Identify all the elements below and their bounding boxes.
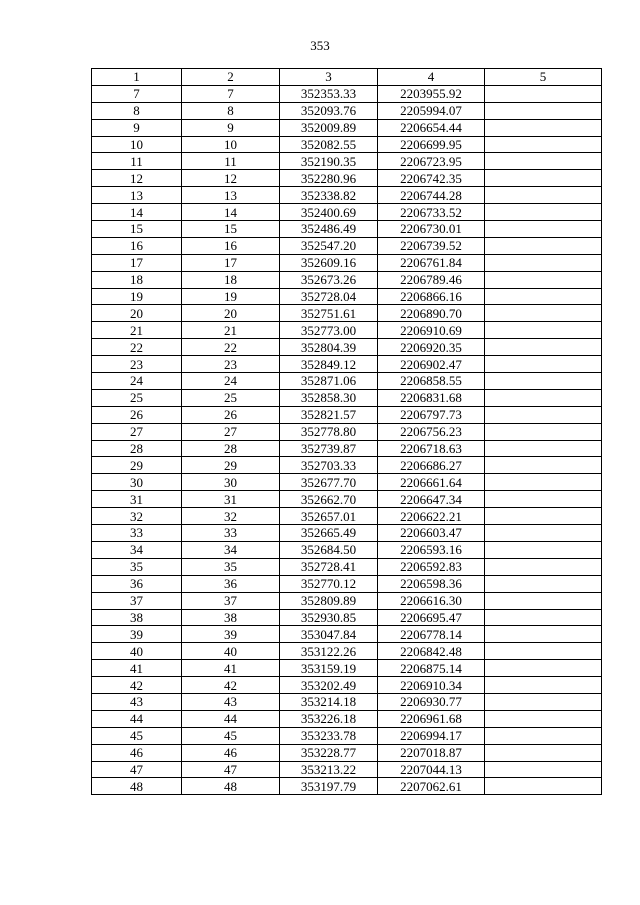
table-cell: 352677.70 xyxy=(280,474,378,491)
table-row xyxy=(92,406,602,423)
table-cell: 38 xyxy=(92,609,182,626)
table-cell: 21 xyxy=(92,322,182,339)
table-cell: 2206930.77 xyxy=(378,693,485,710)
table-cell: 2206875.14 xyxy=(378,660,485,677)
table-cell: 16 xyxy=(92,237,182,254)
table-cell: 352400.69 xyxy=(280,204,378,221)
table-cell: 352665.49 xyxy=(280,525,378,542)
table-cell xyxy=(485,508,602,525)
table-cell xyxy=(485,119,602,136)
table-cell: 40 xyxy=(182,643,280,660)
table-cell: 8 xyxy=(182,102,280,119)
table-cell: 9 xyxy=(92,119,182,136)
table-row xyxy=(92,153,602,170)
table-cell: 352804.39 xyxy=(280,339,378,356)
table-cell: 2203955.92 xyxy=(378,85,485,102)
table-cell: 27 xyxy=(182,423,280,440)
table-cell: 27 xyxy=(92,423,182,440)
table-cell: 46 xyxy=(92,744,182,761)
table-cell xyxy=(485,474,602,491)
table-cell: 41 xyxy=(92,660,182,677)
table-row xyxy=(92,339,602,356)
table-cell: 2206733.52 xyxy=(378,204,485,221)
table-body xyxy=(92,85,602,794)
table-row xyxy=(92,744,602,761)
table-cell: 2206686.27 xyxy=(378,457,485,474)
table-cell: 40 xyxy=(92,643,182,660)
table-row xyxy=(92,643,602,660)
table-cell: 16 xyxy=(182,237,280,254)
table-cell: 43 xyxy=(92,693,182,710)
table-cell xyxy=(485,525,602,542)
table-row xyxy=(92,254,602,271)
table-cell: 2206603.47 xyxy=(378,525,485,542)
table-cell xyxy=(485,592,602,609)
table-cell xyxy=(485,389,602,406)
table-cell: 8 xyxy=(92,102,182,119)
table-row xyxy=(92,322,602,339)
table-cell xyxy=(485,356,602,373)
table-cell xyxy=(485,423,602,440)
table-cell xyxy=(485,710,602,727)
table-cell: 353214.18 xyxy=(280,693,378,710)
table-cell: 47 xyxy=(92,761,182,778)
table-cell: 352009.89 xyxy=(280,119,378,136)
table-cell xyxy=(485,677,602,694)
table-row xyxy=(92,474,602,491)
table-cell: 2206661.64 xyxy=(378,474,485,491)
table-cell: 352728.41 xyxy=(280,558,378,575)
table-cell: 18 xyxy=(182,271,280,288)
table-cell: 20 xyxy=(182,305,280,322)
table-cell: 352751.61 xyxy=(280,305,378,322)
table-cell: 14 xyxy=(92,204,182,221)
table-cell: 352849.12 xyxy=(280,356,378,373)
table-cell xyxy=(485,406,602,423)
table-cell xyxy=(485,153,602,170)
table-cell: 11 xyxy=(182,153,280,170)
table-cell: 352082.55 xyxy=(280,136,378,153)
table-cell xyxy=(485,575,602,592)
table-cell: 28 xyxy=(182,440,280,457)
table-cell: 44 xyxy=(92,710,182,727)
table-cell: 42 xyxy=(182,677,280,694)
table-cell xyxy=(485,339,602,356)
table-row xyxy=(92,558,602,575)
table-cell: 352353.33 xyxy=(280,85,378,102)
table-cell: 2207044.13 xyxy=(378,761,485,778)
table-cell: 14 xyxy=(182,204,280,221)
table-cell: 45 xyxy=(182,727,280,744)
table-cell: 2206890.70 xyxy=(378,305,485,322)
table-cell: 35 xyxy=(92,558,182,575)
table-row xyxy=(92,575,602,592)
table-cell xyxy=(485,643,602,660)
table-cell: 2206598.36 xyxy=(378,575,485,592)
table-row xyxy=(92,136,602,153)
table-cell: 32 xyxy=(182,508,280,525)
table-cell: 352773.00 xyxy=(280,322,378,339)
table-cell: 44 xyxy=(182,710,280,727)
table-cell xyxy=(485,136,602,153)
table-cell: 18 xyxy=(92,271,182,288)
table-row xyxy=(92,119,602,136)
table-cell: 2206622.21 xyxy=(378,508,485,525)
table-row xyxy=(92,271,602,288)
table-cell: 19 xyxy=(182,288,280,305)
table-cell: 352739.87 xyxy=(280,440,378,457)
table-cell: 37 xyxy=(92,592,182,609)
table-cell: 10 xyxy=(92,136,182,153)
table-cell: 2206858.55 xyxy=(378,373,485,390)
table-cell: 26 xyxy=(182,406,280,423)
table-cell xyxy=(485,693,602,710)
table-row xyxy=(92,356,602,373)
table-cell: 2206723.95 xyxy=(378,153,485,170)
table-row xyxy=(92,541,602,558)
column-header: 3 xyxy=(280,69,378,86)
table-row xyxy=(92,170,602,187)
table-cell: 19 xyxy=(92,288,182,305)
table-cell: 47 xyxy=(182,761,280,778)
table-row xyxy=(92,761,602,778)
table-cell: 2206647.34 xyxy=(378,491,485,508)
table-cell: 17 xyxy=(182,254,280,271)
table-cell: 352662.70 xyxy=(280,491,378,508)
table-cell: 2206842.48 xyxy=(378,643,485,660)
table-cell: 2206866.16 xyxy=(378,288,485,305)
table-cell: 7 xyxy=(92,85,182,102)
table-cell: 352930.85 xyxy=(280,609,378,626)
table-row xyxy=(92,710,602,727)
table-cell: 36 xyxy=(92,575,182,592)
table-cell: 2206592.83 xyxy=(378,558,485,575)
table-row xyxy=(92,204,602,221)
column-header: 5 xyxy=(485,69,602,86)
table-cell xyxy=(485,254,602,271)
table-cell xyxy=(485,204,602,221)
table-cell xyxy=(485,271,602,288)
table-cell: 48 xyxy=(92,778,182,795)
table-cell: 29 xyxy=(182,457,280,474)
table-cell: 352547.20 xyxy=(280,237,378,254)
table-cell: 24 xyxy=(182,373,280,390)
table-cell: 38 xyxy=(182,609,280,626)
table-cell: 353197.79 xyxy=(280,778,378,795)
table-row xyxy=(92,508,602,525)
table-cell: 25 xyxy=(182,389,280,406)
table-row xyxy=(92,221,602,238)
table-cell: 352871.06 xyxy=(280,373,378,390)
table-cell: 2206961.68 xyxy=(378,710,485,727)
table-cell: 352684.50 xyxy=(280,541,378,558)
table-row xyxy=(92,525,602,542)
table-cell: 2206910.69 xyxy=(378,322,485,339)
table-cell: 353159.19 xyxy=(280,660,378,677)
table-cell: 48 xyxy=(182,778,280,795)
table-cell: 2206831.68 xyxy=(378,389,485,406)
table-row xyxy=(92,288,602,305)
table-cell: 2206593.16 xyxy=(378,541,485,558)
table-cell xyxy=(485,288,602,305)
table-cell: 35 xyxy=(182,558,280,575)
table-cell: 39 xyxy=(182,626,280,643)
table-cell: 2206994.17 xyxy=(378,727,485,744)
table-cell xyxy=(485,660,602,677)
table-row xyxy=(92,373,602,390)
table-cell: 7 xyxy=(182,85,280,102)
table-cell xyxy=(485,221,602,238)
page-number: 353 xyxy=(310,38,330,53)
table-cell: 9 xyxy=(182,119,280,136)
table-cell: 26 xyxy=(92,406,182,423)
table-cell: 46 xyxy=(182,744,280,761)
table-row xyxy=(92,457,602,474)
table-cell: 352657.01 xyxy=(280,508,378,525)
table-cell: 2206695.47 xyxy=(378,609,485,626)
table-cell: 2206761.84 xyxy=(378,254,485,271)
table-cell: 2206789.46 xyxy=(378,271,485,288)
table-row xyxy=(92,677,602,694)
table-cell: 353122.26 xyxy=(280,643,378,660)
table-row xyxy=(92,609,602,626)
table-row xyxy=(92,102,602,119)
table-cell: 2206616.30 xyxy=(378,592,485,609)
table-cell xyxy=(485,85,602,102)
table-header-row xyxy=(92,69,602,86)
table-cell: 12 xyxy=(182,170,280,187)
table-cell: 22 xyxy=(182,339,280,356)
table-row xyxy=(92,389,602,406)
table-row xyxy=(92,660,602,677)
table-cell: 352778.80 xyxy=(280,423,378,440)
table-cell: 30 xyxy=(92,474,182,491)
table-cell: 352486.49 xyxy=(280,221,378,238)
table-cell xyxy=(485,170,602,187)
table-row xyxy=(92,187,602,204)
table-cell: 10 xyxy=(182,136,280,153)
table-cell: 42 xyxy=(92,677,182,694)
table-cell: 352703.33 xyxy=(280,457,378,474)
table-row xyxy=(92,440,602,457)
table-cell: 36 xyxy=(182,575,280,592)
table-cell: 2206699.95 xyxy=(378,136,485,153)
table-cell xyxy=(485,761,602,778)
table-cell: 31 xyxy=(92,491,182,508)
table-cell xyxy=(485,305,602,322)
table-cell: 31 xyxy=(182,491,280,508)
table-cell: 2206778.14 xyxy=(378,626,485,643)
table-cell xyxy=(485,541,602,558)
table-cell: 353233.78 xyxy=(280,727,378,744)
column-header: 4 xyxy=(378,69,485,86)
table-cell: 352280.96 xyxy=(280,170,378,187)
table-row xyxy=(92,592,602,609)
table-cell: 352728.04 xyxy=(280,288,378,305)
table-row xyxy=(92,778,602,795)
coordinates-table xyxy=(91,68,602,795)
column-header: 2 xyxy=(182,69,280,86)
table-cell: 32 xyxy=(92,508,182,525)
table-cell xyxy=(485,457,602,474)
table-cell xyxy=(485,778,602,795)
table-cell xyxy=(485,727,602,744)
table-cell: 13 xyxy=(182,187,280,204)
table-cell: 13 xyxy=(92,187,182,204)
table-cell: 28 xyxy=(92,440,182,457)
table-cell: 33 xyxy=(92,525,182,542)
table-cell: 15 xyxy=(182,221,280,238)
table-cell: 353047.84 xyxy=(280,626,378,643)
table-cell: 23 xyxy=(92,356,182,373)
table-cell xyxy=(485,237,602,254)
table-cell xyxy=(485,187,602,204)
table-cell: 22 xyxy=(92,339,182,356)
table-row xyxy=(92,423,602,440)
table-cell: 17 xyxy=(92,254,182,271)
table-cell xyxy=(485,609,602,626)
table-cell: 43 xyxy=(182,693,280,710)
table-cell: 2206756.23 xyxy=(378,423,485,440)
table-cell: 352190.35 xyxy=(280,153,378,170)
table-cell: 33 xyxy=(182,525,280,542)
table-cell: 352809.89 xyxy=(280,592,378,609)
table-cell: 352093.76 xyxy=(280,102,378,119)
table-row xyxy=(92,693,602,710)
table-cell: 2206910.34 xyxy=(378,677,485,694)
table-cell: 2206920.35 xyxy=(378,339,485,356)
table-cell: 352770.12 xyxy=(280,575,378,592)
table-cell: 29 xyxy=(92,457,182,474)
table-cell: 352609.16 xyxy=(280,254,378,271)
table-cell: 34 xyxy=(182,541,280,558)
table-row xyxy=(92,727,602,744)
table-cell: 21 xyxy=(182,322,280,339)
table-row xyxy=(92,85,602,102)
table-cell xyxy=(485,322,602,339)
table-cell: 2206742.35 xyxy=(378,170,485,187)
table-cell: 352858.30 xyxy=(280,389,378,406)
table-cell: 2207018.87 xyxy=(378,744,485,761)
table-cell xyxy=(485,102,602,119)
table-cell: 2206730.01 xyxy=(378,221,485,238)
table-cell: 24 xyxy=(92,373,182,390)
table-cell: 353202.49 xyxy=(280,677,378,694)
table-cell xyxy=(485,491,602,508)
table-cell: 2207062.61 xyxy=(378,778,485,795)
table-cell: 23 xyxy=(182,356,280,373)
table-cell: 353228.77 xyxy=(280,744,378,761)
table-cell: 12 xyxy=(92,170,182,187)
table-cell: 2206718.63 xyxy=(378,440,485,457)
table-cell: 2206797.73 xyxy=(378,406,485,423)
table-cell: 37 xyxy=(182,592,280,609)
table-cell: 15 xyxy=(92,221,182,238)
table-cell xyxy=(485,558,602,575)
table-cell: 352673.26 xyxy=(280,271,378,288)
table-row xyxy=(92,305,602,322)
table-cell: 11 xyxy=(92,153,182,170)
table-cell xyxy=(485,626,602,643)
table-cell: 352338.82 xyxy=(280,187,378,204)
table-cell: 2206654.44 xyxy=(378,119,485,136)
table-cell: 25 xyxy=(92,389,182,406)
table-cell: 45 xyxy=(92,727,182,744)
table-cell: 353226.18 xyxy=(280,710,378,727)
table-row xyxy=(92,626,602,643)
table-row xyxy=(92,491,602,508)
table-cell: 353213.22 xyxy=(280,761,378,778)
table-cell: 2205994.07 xyxy=(378,102,485,119)
table-row xyxy=(92,237,602,254)
table-cell: 39 xyxy=(92,626,182,643)
table-cell: 41 xyxy=(182,660,280,677)
column-header: 1 xyxy=(92,69,182,86)
table-cell xyxy=(485,373,602,390)
table-cell: 2206902.47 xyxy=(378,356,485,373)
table-cell xyxy=(485,744,602,761)
table-cell: 30 xyxy=(182,474,280,491)
table-cell: 2206739.52 xyxy=(378,237,485,254)
table-cell xyxy=(485,440,602,457)
table-cell: 2206744.28 xyxy=(378,187,485,204)
table-cell: 20 xyxy=(92,305,182,322)
table-cell: 352821.57 xyxy=(280,406,378,423)
table-cell: 34 xyxy=(92,541,182,558)
